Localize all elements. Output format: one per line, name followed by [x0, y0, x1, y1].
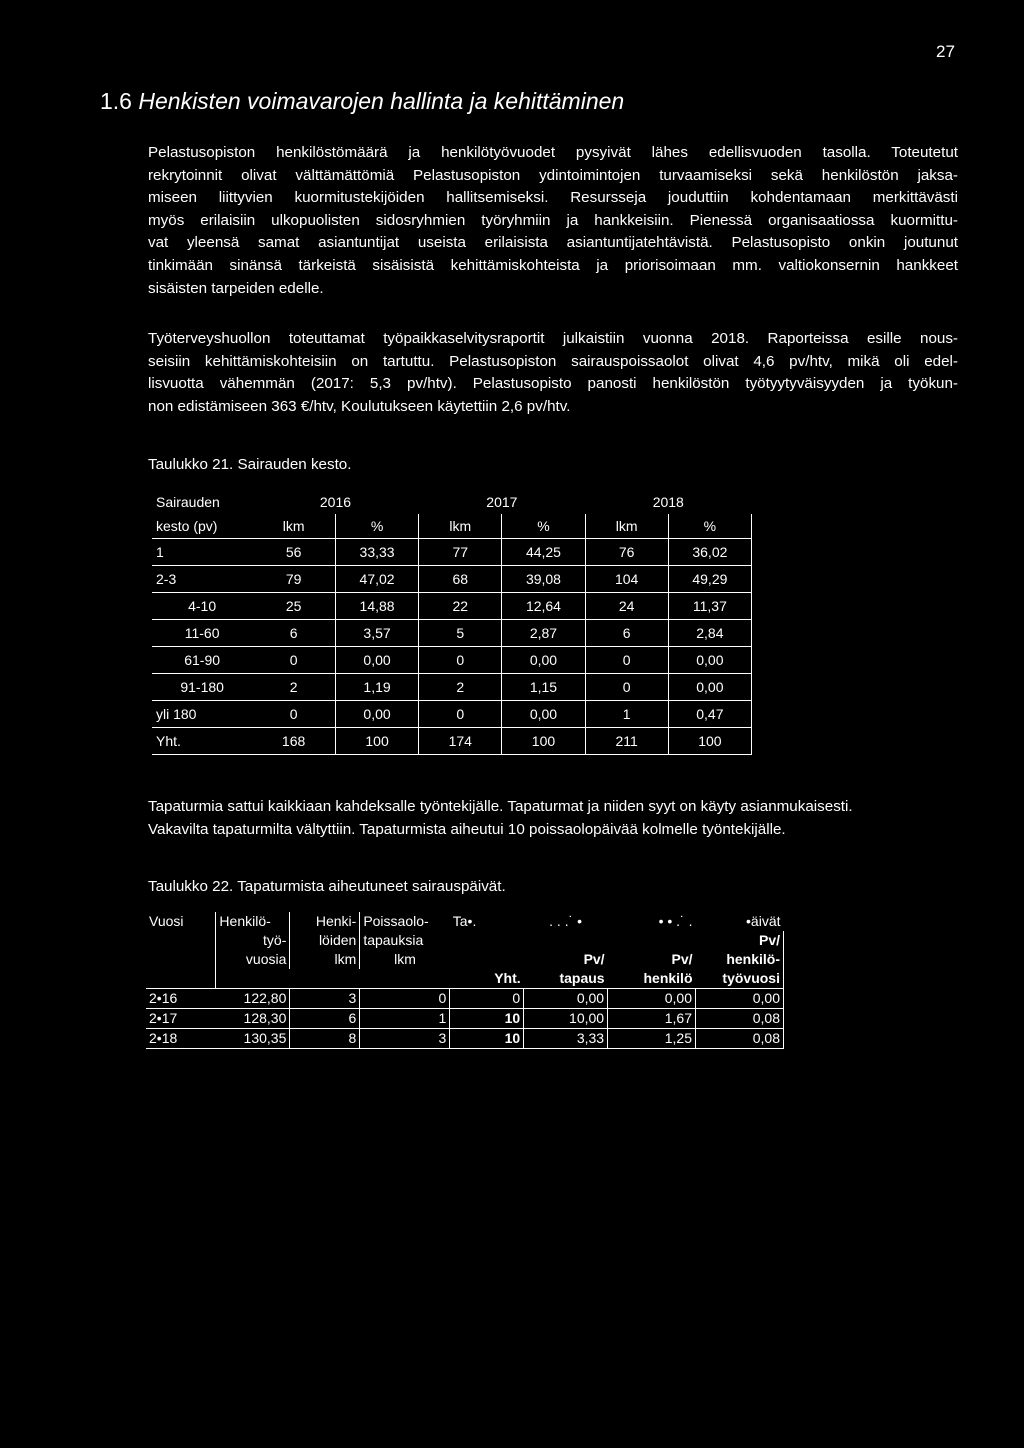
header-poissaolo: tapauksia [363, 932, 424, 948]
table-cell: 174 [419, 728, 502, 755]
table-cell: 5 [419, 620, 502, 647]
col-header-lkm: lkm [585, 514, 668, 539]
table-cell: 0 [419, 647, 502, 674]
table-22-caption: Taulukko 22. Tapaturmista aiheutuneet sairauspäivät. [148, 878, 506, 895]
table-cell: 6 [585, 620, 668, 647]
header-poissaolo: Poissaolo- [360, 912, 450, 931]
table-cell: 12,64 [502, 593, 585, 620]
table-cell: 1 [360, 1009, 450, 1029]
paragraph-line: non edistämiseen 363 €/htv, Koulutukseen käytettiin 2,6 pv/htv. [148, 397, 571, 415]
table-cell: 10 [450, 1009, 524, 1029]
table-cell: 61-90 [152, 647, 252, 674]
table-cell: 168 [252, 728, 335, 755]
table-cell: 2•18 [146, 1029, 216, 1049]
table-cell: 0,47 [668, 701, 751, 728]
table-cell: 0 [585, 647, 668, 674]
table-cell: 1,15 [502, 674, 585, 701]
paragraph-line: miseen liittyvien kuormitustekijöiden hallitsemiseksi. Resursseja jouduttiin kohdentamaan merkittävästi [148, 189, 958, 207]
table-row [152, 620, 752, 647]
table-cell: 1 [585, 701, 668, 728]
page-number: 27 [936, 42, 955, 61]
header-pv: Pv/ [696, 931, 784, 950]
table-cell: 56 [252, 539, 335, 566]
table-cell: 11-60 [152, 620, 252, 647]
paragraph-line: lisvuotta vähemmän (2017: 5,3 pv/htv). Pelastusopisto panosti henkilöstön työtyytyväisyyden ja työkun- [148, 375, 958, 393]
paragraph-accidents [148, 796, 958, 841]
table-cell: 3,57 [335, 620, 418, 647]
table-cell: 0,00 [608, 989, 696, 1009]
table-cell: 2,87 [502, 620, 585, 647]
table-cell: 0 [585, 674, 668, 701]
table-cell: 76 [585, 539, 668, 566]
table-row [152, 647, 752, 674]
table-cell: 104 [585, 566, 668, 593]
header-pv: Pv/ [671, 951, 693, 967]
table-cell: 14,88 [335, 593, 418, 620]
header-yht: Yht. [450, 969, 524, 989]
table-cell: 0 [360, 989, 450, 1009]
year-header-2017: 2017 [486, 494, 518, 510]
col-header-lkm: lkm [419, 514, 502, 539]
table-cell: 0,00 [696, 989, 784, 1009]
table-row [146, 989, 784, 1009]
table-cell: 0 [450, 989, 524, 1009]
table-cell: 36,02 [668, 539, 751, 566]
header-dots: . . .˙ • [549, 913, 583, 929]
table-cell: 122,80 [216, 989, 290, 1009]
table-cell: Yht. [152, 728, 252, 755]
table-cell: 1,25 [608, 1029, 696, 1049]
table-cell: 1 [152, 539, 252, 566]
table-cell: 2 [252, 674, 335, 701]
table-cell: 24 [585, 593, 668, 620]
table-cell: 3 [290, 989, 360, 1009]
table-cell: 0,08 [696, 1009, 784, 1029]
table-cell: 3,33 [524, 1029, 608, 1049]
year-header-2016: 2016 [319, 494, 352, 510]
table-row-total [152, 728, 752, 755]
table-cell: 1,19 [335, 674, 418, 701]
header-poissaolo: lkm [394, 951, 416, 967]
table-cell: 0,00 [502, 647, 585, 674]
table-row [146, 1009, 784, 1029]
table-cell: 0 [252, 701, 335, 728]
table-cell: 0,08 [696, 1029, 784, 1049]
table-cell: 6 [252, 620, 335, 647]
table-cell: 22 [419, 593, 502, 620]
table-cell: 128,30 [216, 1009, 290, 1029]
table-cell: 1,67 [608, 1009, 696, 1029]
header-tapaus: tapaus [524, 969, 608, 989]
table-cell: 79 [252, 566, 335, 593]
table-cell: 0 [252, 647, 335, 674]
paragraph-line: Työterveyshuollon toteuttamat työpaikkaselvitysraportit julkaistiin vuonna 2018. Raporteissa esille nous- [148, 330, 958, 347]
table-cell: 2•17 [146, 1009, 216, 1029]
table-header-cell: Sairauden [156, 494, 220, 510]
header-vuosi: Vuosi [149, 913, 184, 929]
table-cell: 11,37 [668, 593, 751, 620]
header-tyovuosi: työvuosi [696, 969, 784, 989]
header-henkilo: henkilö- [696, 950, 784, 969]
table-cell: 10,00 [524, 1009, 608, 1029]
paragraph-line: sisäisten tarpeiden edelle. [148, 279, 324, 297]
header-henkilotyovuosia: vuosia [216, 950, 290, 969]
header-henkilo: henkilö [608, 969, 696, 989]
table-row [152, 539, 752, 566]
table-cell: 211 [585, 728, 668, 755]
paragraph-line: tinkimään sinänsä tärkeistä sisäisistä kehittämiskohteista ja priorisoimaan mm. valtiokonsernin hankkeet [148, 256, 958, 274]
header-henkiloiden: lkm [290, 950, 360, 969]
table-cell: 100 [335, 728, 418, 755]
col-header-pct: % [335, 514, 418, 539]
paragraph-occupational-health [148, 328, 958, 418]
table-row [152, 593, 752, 620]
table-cell: 4-10 [152, 593, 252, 620]
table-cell: 47,02 [335, 566, 418, 593]
paragraph-line: seisiin kehittämiskohteisiin on tartuttu. Pelastusopiston sairauspoissaolot olivat 4,6 pv/htv, mikä oli edel- [148, 352, 958, 370]
table-row [152, 701, 752, 728]
paragraph-line: Tapaturmia sattui kaikkiaan kahdeksalle työntekijälle. Tapaturmat ja niiden syyt on käyty asianmukaisesti. [148, 798, 853, 815]
table-cell: 0,00 [524, 989, 608, 1009]
table-cell: 100 [668, 728, 751, 755]
table-cell: 39,08 [502, 566, 585, 593]
table-cell: 49,29 [668, 566, 751, 593]
col-header-pct: % [502, 514, 585, 539]
table-cell: 2,84 [668, 620, 751, 647]
section-title: Henkisten voimavarojen hallinta ja kehittäminen [138, 88, 625, 114]
table-cell: 33,33 [335, 539, 418, 566]
section-heading [100, 88, 624, 115]
table-cell: 2-3 [152, 566, 252, 593]
table-cell: 0,00 [668, 674, 751, 701]
table-header-cell: kesto (pv) [152, 514, 252, 539]
paragraph-line: myös erilaisiin ulkopuolisten sidosryhmien työryhmiin ja hankkeisiin. Pienessä organisaatiossa kuormittu- [148, 211, 958, 229]
table-cell: 0,00 [335, 701, 418, 728]
table-cell: yli 180 [152, 701, 252, 728]
table-21-caption: Taulukko 21. Sairauden kesto. [148, 456, 352, 473]
table-cell: 6 [290, 1009, 360, 1029]
table-cell: 100 [502, 728, 585, 755]
table-row [152, 674, 752, 701]
table-cell: 0,00 [668, 647, 751, 674]
paragraph-staffing [148, 142, 958, 300]
accident-sick-days-table [146, 912, 784, 1049]
col-header-pct: % [668, 514, 751, 539]
header-henkiloiden: Henki- [290, 912, 360, 931]
table-cell: 0 [419, 701, 502, 728]
table-cell: 2•16 [146, 989, 216, 1009]
table-cell: 44,25 [502, 539, 585, 566]
paragraph-line: Pelastusopiston henkilöstömäärä ja henkilötyövuodet pysyivät lähes edellisvuoden tasolla. Toteutetut [148, 144, 958, 161]
table-cell: 77 [419, 539, 502, 566]
table-cell: 8 [290, 1029, 360, 1049]
table-cell: 2 [419, 674, 502, 701]
table-cell: 25 [252, 593, 335, 620]
table-cell: 10 [450, 1029, 524, 1049]
table-cell: 0,00 [335, 647, 418, 674]
header-paivat: •äivät [746, 913, 781, 929]
header-pv: Pv/ [583, 951, 605, 967]
table-row [146, 1029, 784, 1049]
header-henkiloiden: löiden [290, 931, 360, 950]
year-header-2018: 2018 [652, 494, 684, 510]
sickness-duration-table [152, 490, 752, 755]
table-cell: 0,00 [502, 701, 585, 728]
paragraph-line: rekrytoinnit olivat välttämättömiä Pelastusopiston ydintoimintojen turvaamiseksi sekä henkilöstön jaksa- [148, 166, 958, 184]
col-header-lkm: lkm [252, 514, 335, 539]
table-cell: 3 [360, 1029, 450, 1049]
header-dots: • • .˙ . [658, 913, 693, 929]
table-row [152, 566, 752, 593]
paragraph-line: vat yleensä samat asiantuntijat useista erilaisista asiantuntijatehtävistä. Pelastusopisto onkin joutunut [148, 234, 958, 252]
header-henkilotyovuosia: työ- [216, 931, 290, 950]
paragraph-line: Vakavilta tapaturmilta vältyttiin. Tapaturmista aiheutui 10 poissaolopäivää kolmelle työntekijälle. [148, 820, 786, 838]
header-ta: Ta•. [452, 913, 477, 929]
table-cell: 91-180 [152, 674, 252, 701]
section-number: 1.6 [100, 88, 132, 114]
table-cell: 68 [419, 566, 502, 593]
table-cell: 130,35 [216, 1029, 290, 1049]
header-henkilotyovuosia: Henkilö- [216, 912, 290, 931]
